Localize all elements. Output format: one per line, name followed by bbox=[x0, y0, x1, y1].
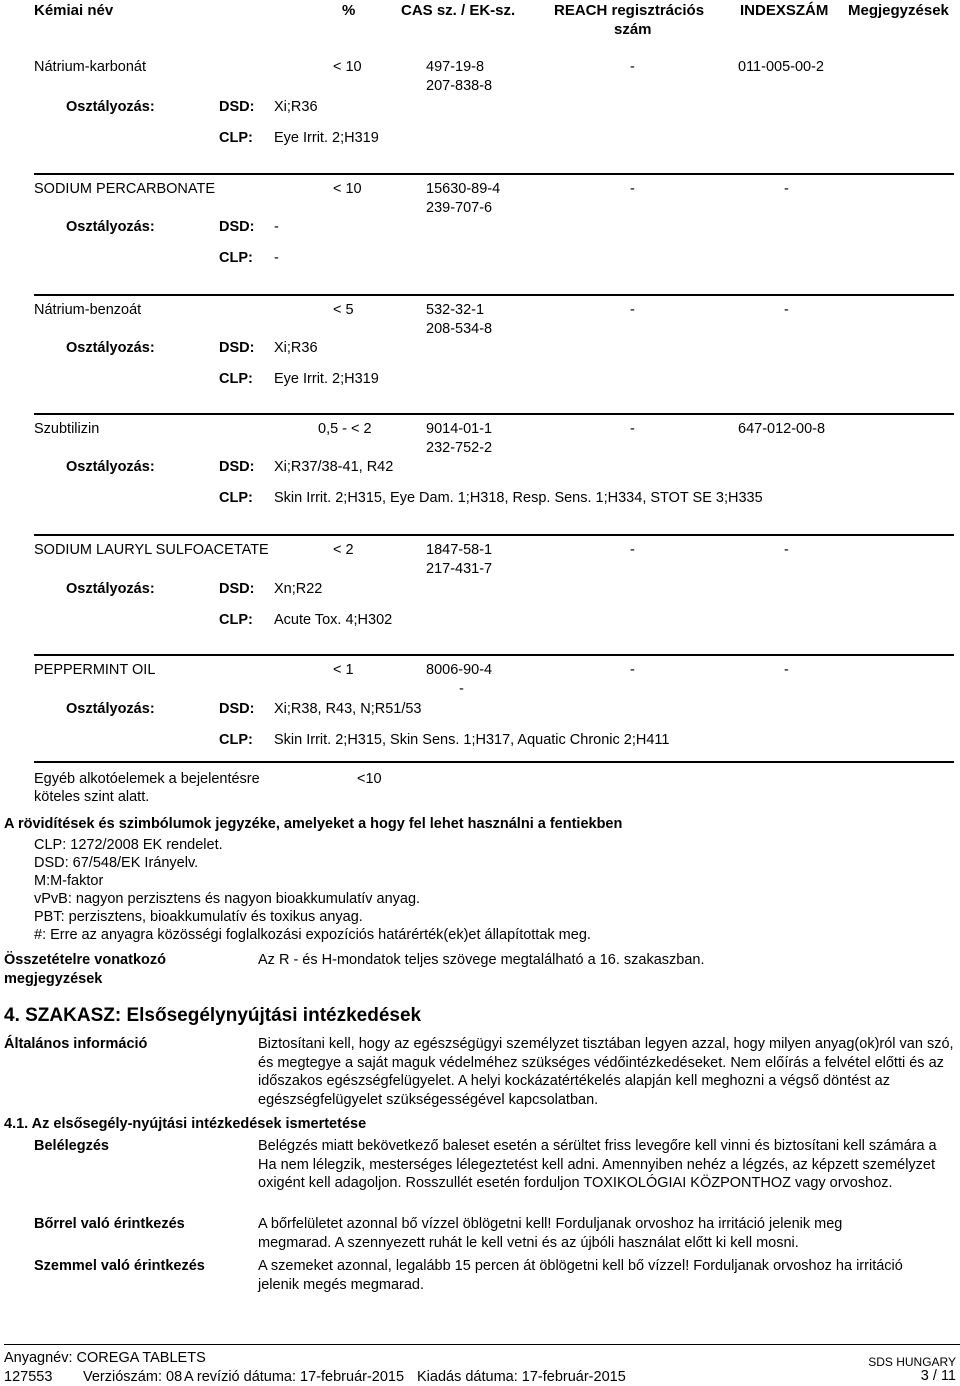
substance-pct: < 2 bbox=[333, 542, 354, 558]
footer-divider bbox=[4, 1344, 960, 1345]
eye-contact-label: Szemmel való érintkezés bbox=[34, 1258, 205, 1274]
substance-cas: 1847-58-1 bbox=[426, 542, 493, 558]
substance-cas: 9014-01-1 bbox=[426, 421, 493, 437]
abbrev-line: M:M-faktor bbox=[34, 873, 104, 889]
substance-dsd: Xn;R22 bbox=[274, 581, 323, 597]
other-components-label-line1: Egyéb alkotóelemek a bejelentésre bbox=[34, 771, 260, 787]
classification-label: Osztályozás: bbox=[66, 219, 155, 235]
substance-name: PEPPERMINT OIL bbox=[34, 662, 156, 678]
clp-label: CLP: bbox=[219, 371, 253, 387]
substance-cas: 15630-89-4 bbox=[426, 181, 501, 197]
substance-cas: 532-32-1 bbox=[426, 302, 485, 318]
substance-reach: - bbox=[630, 542, 635, 558]
col-header-reach-line2: szám bbox=[614, 21, 652, 38]
classification-label: Osztályozás: bbox=[66, 459, 155, 475]
substance-clp: Eye Irrit. 2;H319 bbox=[274, 371, 379, 387]
substance-ek: 207-838-8 bbox=[426, 78, 493, 94]
other-components-pct: <10 bbox=[357, 771, 382, 787]
abbrev-line: DSD: 67/548/EK Irányelv. bbox=[34, 855, 199, 871]
footer-doc-number: 127553 bbox=[4, 1369, 53, 1385]
footer-issue-date: Kiadás dátuma: 17-február-2015 bbox=[417, 1369, 626, 1385]
section4-title: 4. SZAKASZ: Elsősegélynyújtási intézkedések bbox=[4, 1005, 422, 1026]
clp-label: CLP: bbox=[219, 612, 253, 628]
substance-dsd: Xi;R36 bbox=[274, 99, 318, 115]
inhalation-text: Belégzés miatt bekövetkező baleset esetén a sérültet friss levegőre kell vinni és biztosítani kell számára a Ha nem lélegzik, mesterséges lélegeztetést kell adni. Amennyiben nehéz a légzés, az képzett személyzet oxigént kell adagoljon. Rosszullét esetén forduljon TOXIKOLÓGIAI KÖZPONTHOZ vagy orvoshoz. bbox=[258, 1138, 937, 1191]
skin-contact-label: Bőrrel való érintkezés bbox=[34, 1216, 185, 1232]
substance-cas: 8006-90-4 bbox=[426, 662, 493, 678]
clp-label: CLP: bbox=[219, 490, 253, 506]
general-info-label: Általános információ bbox=[4, 1036, 148, 1052]
abbrev-line: PBT: perzisztens, bioakkumulatív és toxikus anyag. bbox=[34, 909, 363, 925]
abbrev-line: vPvB: nagyon perzisztens és nagyon bioakkumulatív anyag. bbox=[34, 891, 421, 907]
classification-label: Osztályozás: bbox=[66, 340, 155, 356]
substance-name: Nátrium-karbonát bbox=[34, 59, 147, 75]
row-divider bbox=[34, 413, 954, 415]
row-divider bbox=[34, 761, 954, 763]
general-info-text: Biztosítani kell, hogy az egészségügyi személyzet tisztában legyen azzal, hogy milyen anyag(ok)ról van szó, és megtegye a saját maguk védelméhez szükséges védőintézkedéseket. Nem előírás a felvétel előtti és az időszakos egészségfelügyelet. A helyi kockázatértékelés alapján kell meghozni a végső döntést az egészségfelügyelet szükségességével kapcsolatban. bbox=[258, 1036, 954, 1108]
substance-clp: Skin Irrit. 2;H315, Skin Sens. 1;H317, Aquatic Chronic 2;H411 bbox=[274, 732, 670, 748]
eye-contact-text: A szemeket azonnal, legalább 15 percen át öblögetni kell bő vízzel! Forduljanak orvoshoz ha irritáció jelenik megés megmarad. bbox=[258, 1258, 903, 1293]
col-header-index: INDEXSZÁM bbox=[740, 2, 829, 19]
substance-reach: - bbox=[630, 421, 635, 437]
substance-ek: 208-534-8 bbox=[426, 321, 493, 337]
dsd-label: DSD: bbox=[219, 701, 255, 717]
substance-index: - bbox=[784, 302, 789, 318]
skin-contact-text: A bőrfelületet azonnal bő vízzel öblögetni kell! Forduljanak orvoshoz ha irritáció jelenik meg megmarad. A szennyezett ruhát le kell vetni és az újbóli használat előtt ki kell mosni. bbox=[258, 1216, 843, 1251]
substance-pct: < 10 bbox=[333, 181, 362, 197]
substance-index: 647-012-00-8 bbox=[738, 421, 826, 437]
clp-label: CLP: bbox=[219, 732, 253, 748]
substance-clp: Acute Tox. 4;H302 bbox=[274, 612, 393, 628]
classification-label: Osztályozás: bbox=[66, 581, 155, 597]
substance-name: SODIUM PERCARBONATE bbox=[34, 181, 216, 197]
col-header-pct: % bbox=[342, 2, 356, 19]
substance-cas: 497-19-8 bbox=[426, 59, 485, 75]
abbrev-title: A rövidítések és szimbólumok jegyzéke, amelyeket a hogy fel lehet használni a fentiekben bbox=[4, 816, 623, 832]
substance-clp: Eye Irrit. 2;H319 bbox=[274, 130, 379, 146]
substance-pct: < 10 bbox=[333, 59, 362, 75]
footer-revision-date: A revízió dátuma: 17-február-2015 bbox=[184, 1369, 405, 1385]
other-components-label-line2: köteles szint alatt. bbox=[34, 789, 150, 805]
dsd-label: DSD: bbox=[219, 219, 255, 235]
substance-index: 011-005-00-2 bbox=[738, 59, 824, 75]
substance-index: - bbox=[784, 542, 789, 558]
substance-ek: 232-752-2 bbox=[426, 440, 493, 456]
row-divider bbox=[34, 654, 954, 656]
footer-product: Anyagnév: COREGA TABLETS bbox=[4, 1350, 206, 1366]
substance-name: Szubtilizin bbox=[34, 421, 100, 437]
substance-reach: - bbox=[630, 59, 635, 75]
dsd-label: DSD: bbox=[219, 99, 255, 115]
substance-name: SODIUM LAURYL SULFOACETATE bbox=[34, 542, 269, 558]
row-divider bbox=[34, 173, 954, 175]
composition-note-label-line1: Összetételre vonatkozó bbox=[4, 952, 166, 968]
col-header-name: Kémiai név bbox=[34, 2, 114, 19]
substance-reach: - bbox=[630, 662, 635, 678]
substance-dsd: Xi;R38, R43, N;R51/53 bbox=[274, 701, 422, 717]
section4-1-title: 4.1. Az elsősegély-nyújtási intézkedések ismertetése bbox=[4, 1116, 367, 1132]
row-divider bbox=[34, 294, 954, 296]
substance-pct: < 5 bbox=[333, 302, 354, 318]
footer-version: Verziószám: 08 bbox=[83, 1369, 183, 1385]
substance-clp: Skin Irrit. 2;H315, Eye Dam. 1;H318, Resp. Sens. 1;H334, STOT SE 3;H335 bbox=[274, 490, 763, 506]
substance-ek: 217-431-7 bbox=[426, 561, 493, 577]
substance-name: Nátrium-benzoát bbox=[34, 302, 142, 318]
dsd-label: DSD: bbox=[219, 459, 255, 475]
substance-clp: - bbox=[274, 250, 279, 266]
abbrev-line: CLP: 1272/2008 EK rendelet. bbox=[34, 837, 223, 853]
composition-note-label-line2: megjegyzések bbox=[4, 971, 103, 987]
substance-dsd: - bbox=[274, 219, 279, 235]
substance-reach: - bbox=[630, 302, 635, 318]
composition-note-text: Az R - és H-mondatok teljes szövege megtalálható a 16. szakaszban. bbox=[258, 952, 705, 968]
col-header-notes: Megjegyzések bbox=[848, 2, 949, 19]
substance-dsd: Xi;R37/38-41, R42 bbox=[274, 459, 394, 475]
substance-ek: 239-707-6 bbox=[426, 200, 493, 216]
substance-index: - bbox=[784, 662, 789, 678]
clp-label: CLP: bbox=[219, 250, 253, 266]
classification-label: Osztályozás: bbox=[66, 701, 155, 717]
classification-label: Osztályozás: bbox=[66, 99, 155, 115]
substance-index: - bbox=[784, 181, 789, 197]
clp-label: CLP: bbox=[219, 130, 253, 146]
dsd-label: DSD: bbox=[219, 340, 255, 356]
substance-dsd: Xi;R36 bbox=[274, 340, 318, 356]
substance-ek: - bbox=[459, 681, 464, 697]
col-header-reach-line1: REACH regisztrációs bbox=[554, 2, 705, 19]
substance-reach: - bbox=[630, 181, 635, 197]
footer-country: SDS HUNGARY bbox=[868, 1355, 956, 1369]
substance-pct: 0,5 - < 2 bbox=[318, 421, 372, 437]
col-header-cas: CAS sz. / EK-sz. bbox=[401, 2, 516, 19]
dsd-label: DSD: bbox=[219, 581, 255, 597]
substance-pct: < 1 bbox=[333, 662, 354, 678]
inhalation-label: Belélegzés bbox=[34, 1138, 109, 1154]
row-divider bbox=[34, 534, 954, 536]
abbrev-line: #: Erre az anyagra közösségi foglalkozási expozíciós határérték(ek)et állapítottak meg. bbox=[34, 927, 591, 943]
footer-page-number: 3 / 11 bbox=[920, 1368, 956, 1384]
